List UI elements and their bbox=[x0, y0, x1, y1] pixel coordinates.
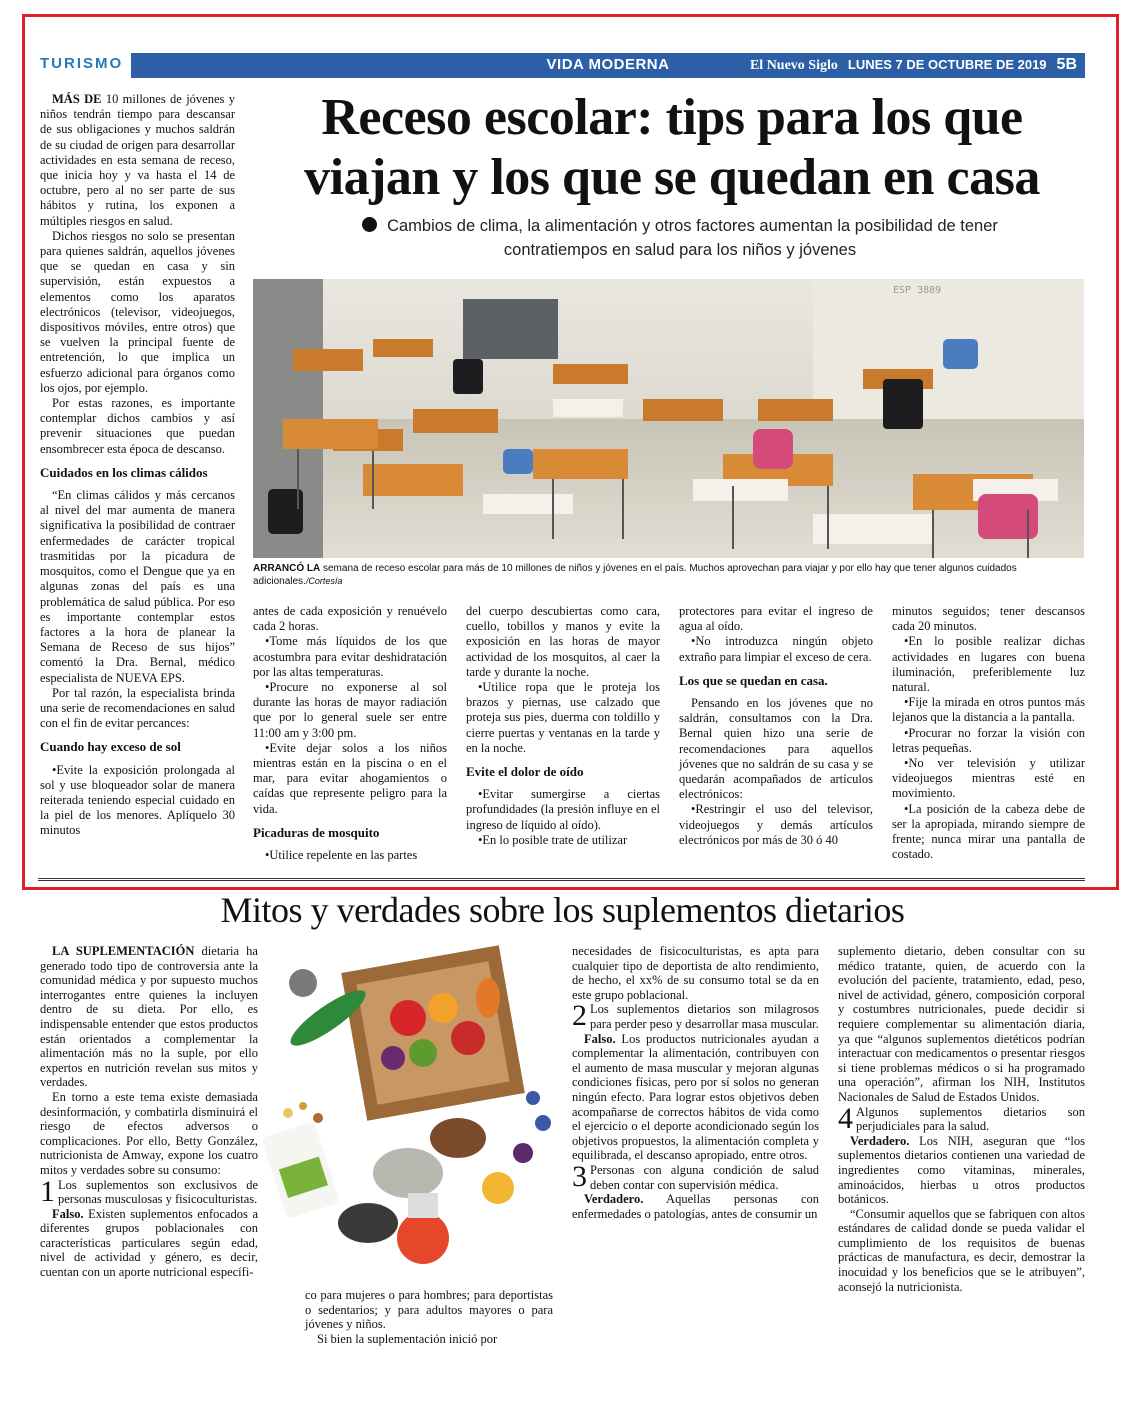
myth-number: 1 bbox=[40, 1174, 55, 1208]
subheading: Los que se quedan en casa. bbox=[679, 672, 828, 688]
paragraph: Por tal razón, la especialista brinda una serie de recomendaciones en salud con el fin de evitar percances: bbox=[40, 685, 235, 731]
masthead-info bbox=[750, 56, 1077, 74]
paragraph: del cuerpo descubiertas como cara, cuello, tobillos y manos y evite la exposición en las horas de mayor actividad de los mosquitos, al caer la tarde y durante la noche. bbox=[466, 604, 660, 679]
article1-column-2 bbox=[253, 604, 447, 863]
paragraph: •La posición de la cabeza debe de ser la apropiada, mirando siempre de frente; nunca mirar una pantalla de costado. bbox=[892, 801, 1085, 862]
verdict-label: Verdadero. bbox=[850, 1133, 910, 1148]
issue-date: LUNES 7 DE OCTUBRE DE 2019 bbox=[847, 57, 1047, 72]
article2-headline: Mitos y verdades sobre los suplementos dietarios bbox=[220, 890, 905, 930]
paragraph: •Evite dejar solos a los niños mientras están en la piscina o en el mar, para evitar ahogamientos o caídas que represente peligro para la vida. bbox=[253, 740, 447, 816]
myth-item bbox=[40, 1174, 258, 1208]
paragraph: “Consumir aquellos que se fabriquen con altos estándares de calidad donde se pueda validar el cumplimiento de los requisitos de buenas prácticas de manufactura, es decir, demostrar la inocuidad y los beneficios que se le atribuyen”, aconsejó la nutricionista. bbox=[838, 1206, 1085, 1294]
lead-words: LA SUPLEMENTACIÓN bbox=[52, 944, 195, 958]
band-title: VIDA MODERNA bbox=[546, 56, 670, 73]
paragraph: dietaria ha generado todo tipo de controversia ante la comunidad médica y por supuesto muchos interrogantes entre quienes la incluyen dentro de su dieta. Por ello, es indispensable entender que estos productos están orientados a complementar la alimentación más no la suple, por ello expertos en nutrición revelan sus mitos y verdades. bbox=[40, 944, 258, 1090]
subhead-text: Cambios de clima, la alimentación y otros factores aumentan la posibilidad de tener contratiempos en salud para los niños y jóvenes bbox=[387, 217, 998, 259]
page-header bbox=[38, 53, 1085, 78]
paragraph: “En climas cálidos y más cercanos al nivel del mar aumenta de manera significativa la posibilidad de contraer enfermedades de carácter tropical trasmitidas por la picadura de mosquitos, como el Dengue que ya en algunas zonas del país es una problemática de salud pública. Por eso es importante contemplar estos factores a la hora de planear la Semana de Receso de sus hijos” comentó la Dra. Bernal, médico especialista de NUEVA EPS. bbox=[40, 488, 235, 685]
paragraph: •En lo posible realizar dichas actividades en lugares con buena iluminación, preferiblemente luz natural. bbox=[892, 634, 1085, 695]
paragraph: Dichos riesgos no solo se presentan para quienes saldrán, aquellos jóvenes que se quedan en casa y sin supervisión, están expuestos a elementos como los aparatos electrónicos (televisor, videojuegos, dispositivos móviles, entre otros) que se vuelven la principal fuente de entretención, lo que implica un esfuerzo adicional para órganos como los ojos, por ejemplo. bbox=[40, 228, 235, 395]
section-divider bbox=[38, 878, 1085, 881]
subheading: Picaduras de mosquito bbox=[253, 824, 380, 840]
myth-text: Los suplementos dietarios son milagrosos para perder peso y desarrollar masa muscular. bbox=[590, 1002, 819, 1031]
paragraph: necesidades de fisicoculturistas, es apta para cualquier tipo de deportista de alto rendimiento, de hecho, el xx% de su consumo total se da en este grupo poblacional. bbox=[572, 944, 819, 1002]
myth-text: Los suplementos son exclusivos de personas musculosas y fisicoculturistas. bbox=[58, 1177, 258, 1207]
article1-column-3 bbox=[466, 604, 660, 848]
paragraph: •Procure no exponerse al sol durante las horas de mayor radiación que por lo general suele ser entre 11:00 am y 3:00 pm. bbox=[253, 680, 447, 740]
paragraph: •Evite la exposición prolongada al sol y use bloqueador solar de manera reiterada teniendo especial cuidado en la piel de los menores. Aplíquelo 30 minutos bbox=[40, 762, 235, 838]
caption-text: semana de receso escolar para más de 10 millones de niños y jóvenes en el país. Muchos aprovechan para viajar y por ello hay que tener algunos cuidados adicionales. bbox=[253, 563, 1017, 587]
paragraph: •No introduzca ningún objeto extraño para limpiar el exceso de cera. bbox=[679, 634, 873, 664]
paragraph: Por estas razones, es importante contemplar dichos cambios y así prevenir situaciones que puedan ensombrecer esta época de descanso. bbox=[40, 396, 235, 456]
paragraph: •Utilice repelente en las partes bbox=[265, 848, 418, 863]
svg-text:ESP 3889: ESP 3889 bbox=[893, 285, 942, 296]
article1-headline: Receso escolar: tips para los que viajan y los que se quedan en casa bbox=[304, 89, 1040, 206]
paragraph: •Evitar sumergirse a ciertas profundidades (la presión influye en el ingreso de líquido al oído). bbox=[466, 787, 660, 832]
subheading: Cuidados en los climas cálidos bbox=[40, 464, 208, 480]
paragraph: •Fije la mirada en otros puntos más lejanos que la distancia a la pantalla. bbox=[892, 695, 1085, 725]
lead-words: MÁS DE bbox=[52, 92, 102, 106]
paragraph: •No ver televisión y utilizar videojuegos mientras esté en movimiento. bbox=[892, 756, 1085, 801]
myth-item bbox=[838, 1101, 1085, 1135]
article2-column-2 bbox=[305, 1288, 553, 1346]
paragraph: Aquellas personas con enfermedades o patologías, antes de consumir un bbox=[572, 1192, 819, 1221]
classroom-photo bbox=[253, 279, 1084, 558]
article1-subhead bbox=[340, 214, 1020, 262]
verdict-label: Falso. bbox=[52, 1206, 84, 1221]
paragraph: protectores para evitar el ingreso de agua al oído. bbox=[679, 604, 873, 634]
myth-text: Personas con alguna condición de salud deben contar con supervisión médica. bbox=[590, 1162, 819, 1192]
article1-column-1 bbox=[40, 92, 235, 839]
section-label: TURISMO bbox=[40, 55, 124, 72]
bullet-icon bbox=[362, 217, 377, 232]
paragraph: Si bien la suplementación inició por bbox=[317, 1331, 498, 1346]
photo-caption bbox=[253, 562, 1084, 588]
paragraph: Pensando en los jóvenes que no saldrán, consultamos con la Dra. Bernal quien hizo una serie de recomendaciones para aquellos jóvenes que no saldrán de su casa y se quedarán acompañados de artículos electrónicos: bbox=[679, 696, 873, 802]
paragraph: minutos seguidos; tener descansos cada 20 minutos. bbox=[892, 604, 1085, 634]
myth-text: Algunos suplementos dietarios son perjudiciales para la salud. bbox=[856, 1104, 1085, 1134]
header-band bbox=[131, 53, 1085, 78]
page-number: 5B bbox=[1056, 56, 1077, 73]
paragraph: Los NIH, aseguran que “los suplementos dietarios contienen una variedad de ingredientes como vitaminas, minerales, aminoácidos, hierbas u otros productos botánicos. bbox=[838, 1133, 1085, 1207]
paragraph: Existen suplementos enfocados a diferentes grupos poblacionales con características particulares según edad, nivel de actividad y género, es decir, cuentan con un aporte nutricional específi- bbox=[40, 1206, 258, 1280]
caption-credit: /Cortesía bbox=[305, 576, 343, 586]
paragraph: co para mujeres o para hombres; para deportistas o sedentarios; y para adultos mayores o para jóvenes y niños. bbox=[305, 1288, 553, 1332]
paragraph: •En lo posible trate de utilizar bbox=[478, 832, 628, 847]
article2-column-1 bbox=[40, 944, 258, 1280]
paragraph: 10 millones de jóvenes y niños tendrán tiempo para descansar de sus obligaciones y muchos saldrán de su ciudad de origen para desarrollar actividades en esta semana de receso, que inicia hoy y va hasta el 14 de octubre, pero al no ser parte de sus hábitos y rutina, los exponen a múltiples riesgos en salud. bbox=[40, 92, 235, 228]
myth-number: 3 bbox=[572, 1159, 587, 1193]
caption-lead: ARRANCÓ LA bbox=[253, 563, 321, 574]
subheading: Cuando hay exceso de sol bbox=[40, 739, 181, 755]
paragraph: •Procurar no forzar la visión con letras pequeñas. bbox=[892, 725, 1085, 755]
paragraph: suplemento dietario, deben consultar con su médico tratante, quien, de acuerdo con la evolución del paciente, tratamiento, edad, peso, nivel de actividad, género, composición corporal y costumbres nutricionales, puede decidir si requiere complementar su alimentación diaria, ya que “algunos suplementos dietéticos podrían interactuar con medicamentos o presentar riesgos si tiene problemas médicos o si ha programado una operación”, afirman los NIH, Institutos Nacionales de Salud de Estados Unidos. bbox=[838, 944, 1085, 1104]
verdict-label: Falso. bbox=[584, 1031, 616, 1046]
supplements-illustration bbox=[258, 938, 578, 1278]
myth-number: 2 bbox=[572, 999, 587, 1033]
verdict-label: Verdadero. bbox=[584, 1192, 644, 1207]
paragraph: antes de cada exposición y renuévelo cada 2 horas. bbox=[253, 604, 447, 634]
paragraph: En torno a este tema existe demasiada desinformación, y combatirla disminuirá el riesgo de efectos adversos o complicaciones. Por ello, Betty González, nutricionista de Amway, expone los cuatro mitos y verdades sobre su consumo: bbox=[40, 1089, 258, 1177]
article1-column-4 bbox=[679, 604, 873, 848]
article2-column-3 bbox=[572, 944, 819, 1221]
myth-number: 4 bbox=[838, 1101, 853, 1135]
article2-column-4 bbox=[838, 944, 1085, 1294]
paragraph: •Utilice ropa que le proteja los brazos y piernas, use calzado que proteja sus pies, duerma con toldillo y cierre puertas y ventanas en la tarde y en la noche. bbox=[466, 680, 660, 755]
paragraph: •Restringir el uso del televisor, videojuegos y demás artículos electrónicos por más de 30 ó 40 bbox=[679, 802, 873, 847]
paper-name: El Nuevo Siglo bbox=[749, 58, 838, 73]
article1-column-5 bbox=[892, 604, 1085, 862]
myth-item bbox=[572, 999, 819, 1033]
subheading: Evite el dolor de oído bbox=[466, 764, 584, 780]
myth-item bbox=[572, 1159, 819, 1193]
paragraph: •Tome más líquidos de los que acostumbra para evitar deshidratación por las altas temperaturas. bbox=[253, 634, 447, 679]
paragraph: Los productos nutricionales ayudan a complementar la alimentación, contribuyen con el aumento de masa muscular y mejoran algunas condiciones físicas, pero por sí solos no generan ningún efecto. Para lograr estos objetivos deben acompañarse de correctos hábitos de vida como el ejercicio o el deporte acondicionado según los objetivos propuestos, la alimentación completa y equilibrada, el descanso apropiado, entre otros. bbox=[572, 1031, 819, 1163]
